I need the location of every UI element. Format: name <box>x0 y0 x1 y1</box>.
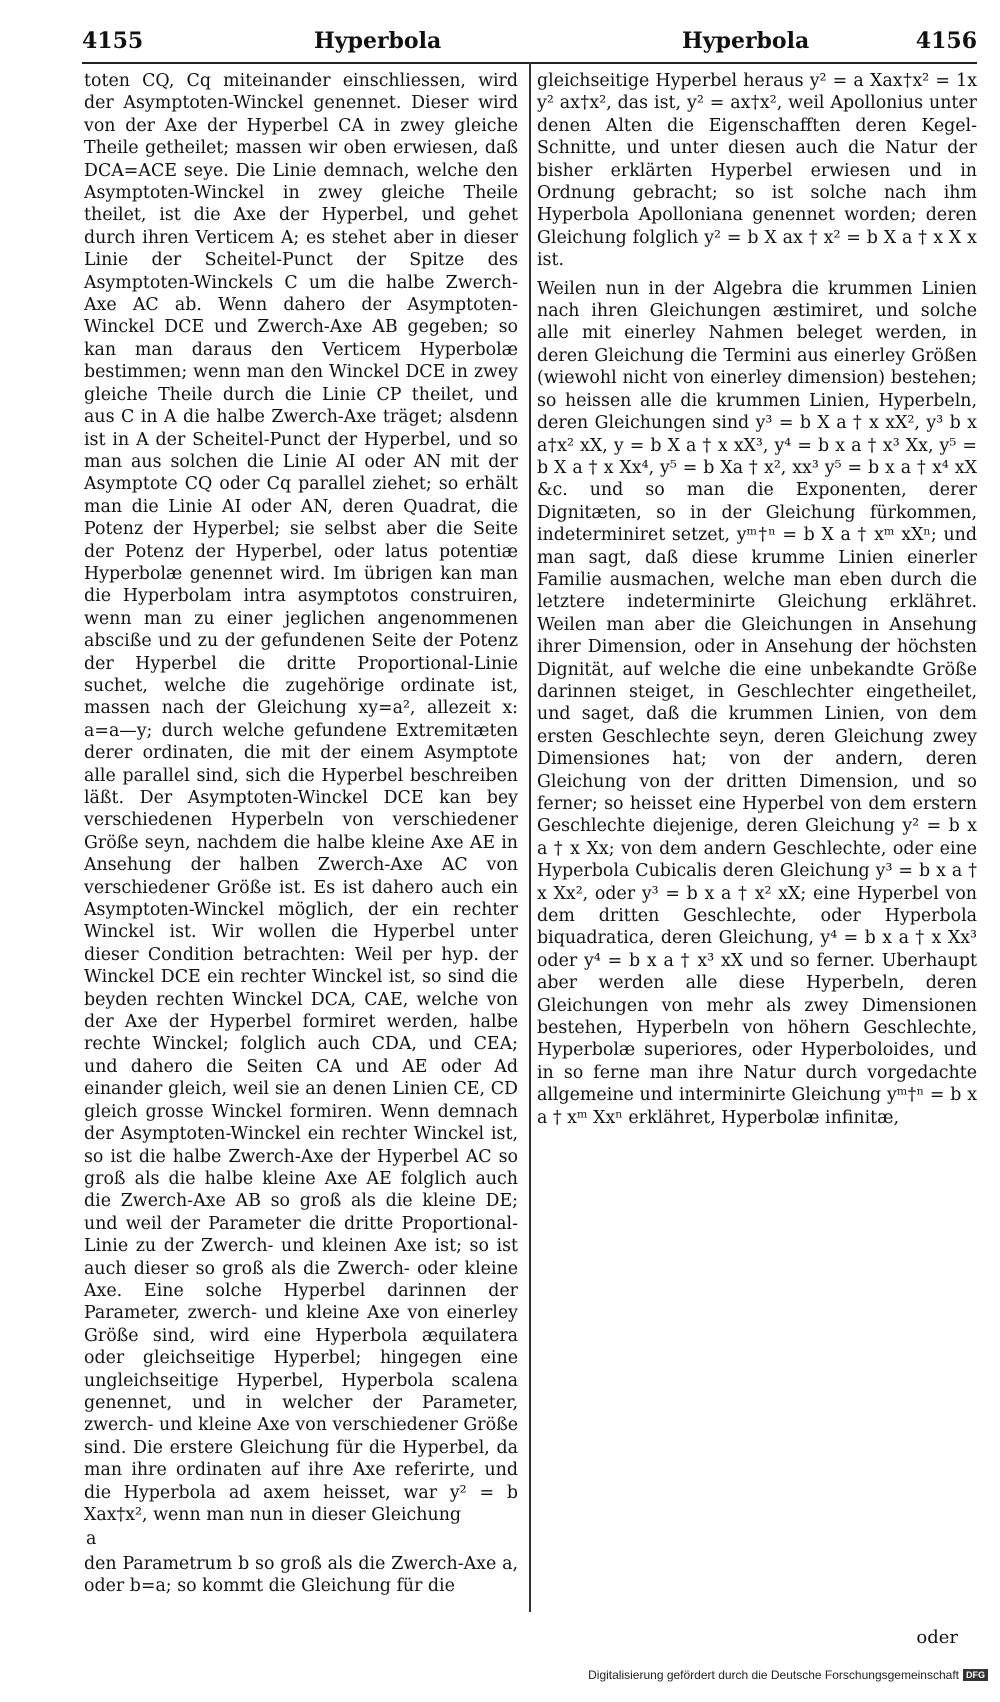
left-paragraph-1: toten CQ, Cq miteinander einschliessen, wird der Asymptoten-Winckel genennet. Dieser wird von der Axe der Hyperbel CA in zwey gleiche Theile getheilet; massen wir oben erwiesen, daß DCA=ACE seye. Die Linie demnach, welche den Asymptoten-Winckel in zwey gleiche Theile theilet, ist die Axe der Hyperbel, und gehet durch ihren Verticem A; es stehet aber in dieser Linie der Scheitel-Punct der Spitze des Asymptoten-Winckels C um die halbe Zwerch-Axe AC ab. Wenn dahero der Asymptoten-Winckel DCE und Zwerch-Axe AB gegeben; so kan man daraus den Verticem Hyperbolæ bestimmen; wenn man den Winckel DCE in zwey gleiche Theile durch die Linie CP theilet, und aus C in A die halbe Zwerch-Axe träget; alsdenn ist in A der Scheitel-Punct der Hyperbel, und so man aus solchen die Linie AI oder AN mit der Asymptote CQ oder Cq parallel ziehet; so erhält man die Linie AI oder AN, deren Quadrat, die Potenz der Hyperbel; sie selbst aber die Seite der Potenz der Hyperbel, oder latus potentiæ Hyperbolæ genennet wird. Im übrigen kan man die Hyperbolam intra asymptotos construiren, wenn man zu einer jeglichen angenommenen absciße und zu der gefundenen Seite der Potenz der Hyperbel die dritte Proportional-Linie suchet, welche die zugehörige ordinate ist, massen nach der Gleichung xy=a², allezeit x: a=a—y; durch welche gefundene Extremitæten derer ordinaten, die mit der einem Asymptote alle parallel sind, sich die Hyperbel beschreiben läßt. Der Asymptoten-Winckel DCE kan bey verschiedenen Hyperbeln von verschiedener Größe seyn, nachdem die halbe kleine Axe AE in Ansehung der halben Zwerch-Axe AC von verschiedener Größe ist. Es ist dahero auch ein Asymptoten-Winckel möglich, der ein rechter Winckel ist. Wir wollen die Hyperbel unter dieser Condition betrachten: Weil per hyp. der Winckel DCE ein rechter Winckel ist, so sind die beyden rechten Winckel DCA, CAE, welche von der Axe der Hyperbel formiret werden, halbe rechte Winckel; folglich auch CDA, und CEA; und dahero die Seiten CA und AE oder Ad einander gleich, weil sie an denen Linien CE, CD gleich grosse Winckel formiren. Wenn demnach der Asymptoten-Winckel ein rechter Winckel ist, so ist die halbe Zwerch-Axe der Hyperbel AC so groß als die halbe kleine Axe AE folglich auch die Zwerch-Axe AB so groß als die kleine DE; und weil der Parameter die dritte Proportional-Linie zu der Zwerch- und kleinen Axe ist; so ist auch dieser so groß als die Zwerch- oder kleine Axe. Eine solche Hyperbel darinnen der Parameter, zwerch- und kleine Axe von einerley Größe sind, wird eine Hyperbola æquilatera oder gleichseitige Hyperbel; hingegen eine ungleichseitige Hyperbel, Hyperbola scalena genennet, und in welcher der Parameter, zwerch- und kleine Axe von verschiedener Größe sind. Die erstere Gleichung für die Hyperbel, da man ihre ordinaten auf ihre Axe referirte, und die Hyperbola ad axem heisset, war y² = b Xax†x², wenn man nun in dieser Gleichung <box>84 71 518 1525</box>
right-running-title: Hyperbola <box>682 28 810 54</box>
left-running-title: Hyperbola <box>314 28 442 54</box>
left-page-number: 4155 <box>82 28 144 54</box>
digitization-footer <box>588 1668 988 1682</box>
column-divider <box>529 62 531 1612</box>
footer-text: Digitalisierung gefördert durch die Deutsche Forschungsgemeinschaft <box>588 1668 959 1682</box>
right-column <box>537 70 977 1135</box>
left-column <box>84 70 518 1604</box>
dfg-logo: DFG <box>963 1669 988 1681</box>
right-paragraph-2: Weilen nun in der Algebra die krummen Linien nach ihren Gleichungen æstimiret, und solche alle mit einerley Nahmen beleget werden, in deren Gleichung die Termini aus einerley Größen (wiewohl nicht von einerley dimension) bestehen; so heissen alle die krummen Linien, Hyperbeln, deren Gleichungen sind y³ = b X a † x xX², y³ b x a†x² xX, y = b X a † x xX³, y⁴ = b x a † x³ Xx, y⁵ = b X a † x Xx⁴, y⁵ = b Xa † x², xx³ y⁵ = b x a † x⁴ xX &c. und so man die Exponenten, derer Dignitæten, so in der Gleichung fürkommen, indeterminiret setzet, yᵐ†ⁿ = b X a † xᵐ xXⁿ; und man sagt, daß diese krumme Linien einerler Familie ausmachen, welche man eben durch die letztere indeterminirte Gleichung erklähret. Weilen man aber die Gleichungen in Ansehung ihrer Dimension, oder in Ansehung der höchsten Dignität, auf welche die eine unbekandte Größe darinnen steiget, in Geschlechter eingetheilet, und saget, daß die krummen Linien, von dem ersten Geschlechte seyn, deren Gleichung zwey Dimensiones hat; von der andern, deren Gleichung von der dritten Dimension, und so ferner; so heisset eine Hyperbel von dem erstern Geschlechte diejenige, deren Gleichung y² = b x a † x Xx; von dem andern Geschlechte, oder eine Hyperbola Cubicalis deren Gleichung y³ = b x a † x Xx², oder y³ = b x a † x² xX; eine Hyperbel von dem dritten Geschlechte, oder Hyperbola biquadratica, deren Gleichung, y⁴ = b x a † x Xx³ oder y⁴ = b x a † x³ xX und so ferner. Uberhaupt aber werden alle diese Hyperbeln, deren Gleichungen von mehr als zwey Dimensionen bestehen, Hyperbeln von höhern Geschlechte, Hyperbolæ superiores, oder Hyperboloides, und in so ferne man ihre Natur durch vorgedachte allgemeine und interminirte Gleichung yᵐ†ⁿ = b x a † xᵐ Xxⁿ erklähret, Hyperbolæ infinitæ, <box>537 278 977 1128</box>
left-fraction-denominator: a <box>86 1529 97 1550</box>
right-page-number: 4156 <box>915 28 977 54</box>
page-header <box>82 28 977 58</box>
catchword: oder <box>916 1627 958 1648</box>
left-paragraph-2: den Parametrum b so groß als die Zwerch-Axe a, oder b=a; so kommt die Gleichung für die <box>84 1553 518 1597</box>
right-paragraph-1: gleichseitige Hyperbel heraus y² = a Xax†x² = 1x y² ax†x², das ist, y² = ax†x², weil Apollonius unter denen Alten die Eigenschafften deren Kegel-Schnitte, und unter diesen auch die Natur der bisher erklärten Hyperbel erwiesen und in Ordnung gebracht; so ist solche nach ihm Hyperbola Apolloniana genennet worden; deren Gleichung folglich y² = b X ax † x² = b X a † x X x ist. <box>537 71 977 271</box>
